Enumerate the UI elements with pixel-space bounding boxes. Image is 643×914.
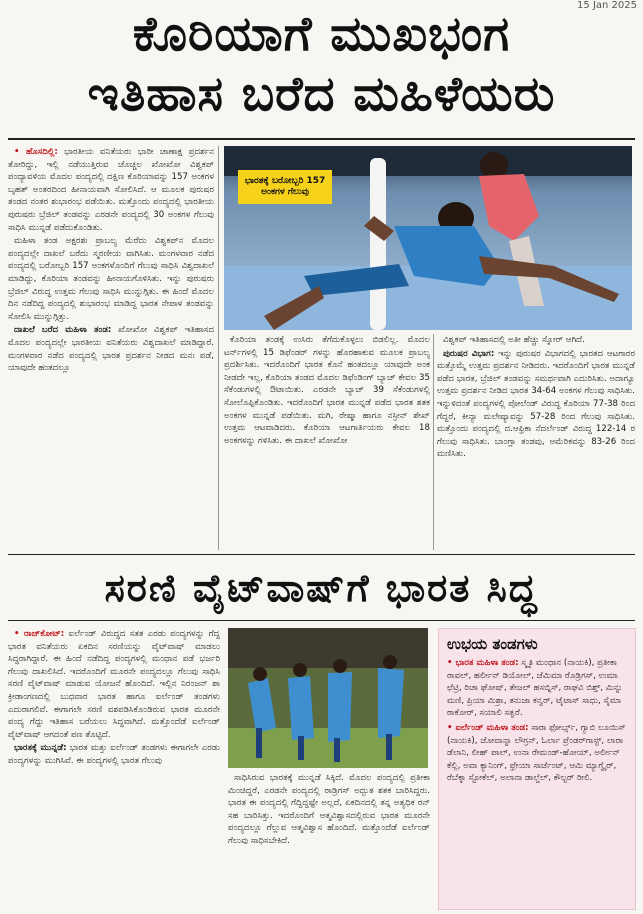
story2-col2-para1: ಸಾಧಿಸಿರುವ ಭಾರತಕ್ಕೆ ಮುನ್ನಡೆ ಸಿಕ್ಕಿದೆ. ಮೊದಲ ಪಂದ್ಯದಲ್ಲಿ ಪ್ರತೀಕಾ ಮಿಂಚಿದ್ದರೆ, ಎರಡನೇ ಪಂದ್ಯದಲ್ಲಿ ರಾಡ್ರಿಗಸ್ ಅದ್ಭುತ ಶತಕ ಬಾರಿಸಿದ್ದರು. ಭಾರತ ಈ ಪಂದ್ಯದಲ್ಲಿ ಗೆದ್ದಿದ್ದಷ್ಟೇ ಅಲ್ಲದೆ, ಏಕದಿನದಲ್ಲಿ ತನ್ನ ಅತ್ಯಧಿಕ ರನ್ ಸಹ ಬಾರಿಸಿತ್ತು. ಇದರೊಂದಿಗೆ ಆತ್ಮವಿಶ್ವಾಸದಲ್ಲಿರುವ ಭಾರತ ಮೂರನೇ ಪಂದ್ಯದಲ್ಲೂ ಗೆಲ್ಲುವ ಆತ್ಮವಿಶ್ವಾಸ ಹೊಂದಿದೆ. ಮತ್ತೊಂದೆಡೆ ಐರ್ಲೆಂಡ್ ಗೆಲುವು ಸಾಧಿಸಬೇಕಿದೆ. [228,773,430,846]
india-squad-label: • ಭಾರತ ಮಹಿಳಾ ತಂಡ: [447,658,519,668]
story2-column-1 [8,628,220,910]
story1-col1-para2: ಮಹಿಳಾ ತಂಡ ಅಕ್ಷರಶಃ ಪ್ರಾಬಲ್ಯ ಮೆರೆದು ವಿಶ್ವಕಪ್‌ನ ಮೊದಲ ಪಂದ್ಯದಲ್ಲೇ ದಾಖಲೆ ಬರೆದು ಸ್ಮರಣೀಯ ವಾಗಿಸಿತು. ಮಂಗಳವಾರ ನಡೆದ ಪಂದ್ಯದಲ್ಲಿ ಬರೋಬ್ಬರಿ 157 ಅಂಕಗಳೊಂದಿಗೆ ಗೆಲುವು ಸಾಧಿಸಿ ವಿಶ್ವದಾಖಲೆ ಮಾಡಿದ್ದು, ಕೊರಿಯಾ ತಂಡವನ್ನು ಹೀನಾಯಗೊಳಿಸಿತು. ಇನ್ನು ಪುರುಷರು ಬ್ರೆಜಿಲ್ ವಿರುದ್ಧ ಉತ್ತಮ ಗೆಲುವು ಸಾಧಿಸಿ ಮುನ್ನುಗ್ಗಿತು. ಈ ಹಿಂದೆ ಮೊದಲ ದಿನ ನಡೆದಿದ್ದ ಪಂದ್ಯದಲ್ಲಿ ಶುಭಾರಂಭ ಮಾಡಿದ್ದ ಭಾರತ ನೇಪಾಳ ತಂಡವನ್ನು ಸೋಲಿಸಿ ಮುನ್ನುಗ್ಗಿತ್ತು. [8,236,214,322]
second-headline: ಸರಣಿ ವೈಟ್‌ವಾಷ್‌ಗೆ ಭಾರತ ಸಿದ್ಧ [104,566,539,610]
column-divider [218,146,219,550]
headline-line-1: ಕೊರಿಯಾಗೆ ಮುಖಭಂಗ [132,6,511,62]
india-squad-list: ಸ್ಮೃತಿ ಮಂಧಾನ (ನಾಯಕಿ), ಪ್ರತೀಕಾ ರಾವಲ್, ಹರ್ಲೀನ್ ಡಿಯೋಲ್, ಜೆಮಿಮಾ ರೊಡ್ರಿಗಸ್, ಉಮಾ ಛೆಟ್ರಿ, ರಿಚಾ ಘೋಷ್, ತೇಜಲ್ ಹಸಬ್ನಿಸ್, ರಾಘವಿ ಬಿಶ್ತ್, ಮಿನ್ನು ಮಣಿ, ಪ್ರಿಯಾ ಮಿಶ್ರಾ, ತನುಜಾ ಕನ್ವರ್, ಟೈಟಾಸ್ ಸಾಧು, ಸೈಮಾ ಠಾಕೋರ್, ಸಯಾಲಿ ಸತ್ಘರೆ. [447,658,623,719]
headline-line-2: ಇತಿಹಾಸ ಬರೆದ ಮಹಿಳೆಯರು [87,66,556,122]
dateline-2: • ರಾಜ್‌ಕೋಟ್: [14,629,65,639]
story1-col3-para2: ಇನ್ನು ಪುರುಷರ ವಿಭಾಗದಲ್ಲಿ ಭಾರತದ ಆಟಗಾರರ ಮತ್ತೊಮ್ಮೆ ಉತ್ತಮ ಪ್ರದರ್ಶನ ನೀಡಿದರು. ಇದರೊಂದಿಗೆ ಭಾರತ ಮುನ್ನಡೆ ಪಡೆದ ಭಾರತ, ಬ್ರೆಜಿಲ್ ತಂಡವನ್ನು ಸಮರ್ಥವಾಗಿ ಎದುರಿಸಿತು. ಅದಾಗ್ಯೂ ಉತ್ತಮ ಪ್ರದರ್ಶನ ನೀಡಿದ ಭಾರತ 34-64 ಅಂಕಗಳ ಗೆಲುವು ಸಾಧಿಸಿತು. ಇನ್ನುಳಿದಂತೆ ಪಂದ್ಯಗಳಲ್ಲಿ ಪೋಲೆಂಡ್ ವಿರುದ್ಧ ಕೊರಿಯಾ 77-38 ರಿಂದ ಗೆದ್ದರೆ, ಕೀನ್ಯಾ ಮಲೇಷ್ಯಾವನ್ನು 57-28 ರಿಂದ ಗೆಲುವು ಸಾಧಿಸಿತು. ಮತ್ತೊಂದು ಪಂದ್ಯದಲ್ಲಿ ದ.ಆಫ್ರಿಕಾ ನೆದರ್ಲೆಂಡ್ ವಿರುದ್ಧ 122-14 ರ ಗೆಲುವು ಸಾಧಿಸಿತು. ಬಾಂಗ್ಲಾ ತಂಡವು, ಅಮೆರಿಕವನ್ನು 83-26 ರಿಂದ ಮಣಿಸಿತು. [437,348,635,460]
main-headline [8,4,635,124]
ireland-squad-label: • ಐರ್ಲೆಂಡ್ ಮಹಿಳಾ ತಂಡ: [447,722,529,733]
story1-col3-para1: ವಿಶ್ವಕಪ್ ಇತಿಹಾಸದಲ್ಲಿ ಅತೀ ಹೆಚ್ಚು ಸ್ಕೋರ್ ಆಗಿದೆ. [443,335,585,345]
story1-column-3 [437,334,635,550]
cricket-photo-illustration [228,628,428,768]
photo-caption: ಭಾರತಕ್ಕೆ ಬರೋಬ್ಬರಿ 157 ಅಂಕಗಳ ಗೆಲುವು [238,170,332,204]
story2-subhead: ಭಾರತಕ್ಕೆ ಮುನ್ನಡೆ: [14,743,67,754]
story2-col1-para1: ಐರ್ಲೆಂಡ್ ವಿರುದ್ಧದ ಸತತ ಎರಡು ಪಂದ್ಯಗಳನ್ನು ಗೆದ್ದ ಭಾರತ ವನಿತೆಯರು ಏಕದಿನ ಸರಣಿಯನ್ನು ವೈಟ್‌ವಾಷ್ ಮಾಡಲು ಸಿದ್ಧರಾಗಿದ್ದಾರೆ. ಈ ಹಿಂದೆ ನಡೆದಿದ್ದ ಪಂದ್ಯಗಳಲ್ಲಿ ಮಂಧಾನ ಪಡೆ ಭರ್ಜರಿ ಗೆಲುವು ದಾಖಲಿಸಿದೆ. ಇದರೊಂದಿಗೆ ಮೂರನೇ ಪಂದ್ಯದಲ್ಲೂ ಗೆಲುವು ಸಾಧಿಸಿ ಸರಣಿ ವೈಟ್‌ವಾಷ್ ಮಾಡುವ ಯೋಜನೆ ಹೊಂದಿದೆ. ಇಲ್ಲಿನ ನಿರಂಜನ್ ಶಾ ಕ್ರೀಡಾಂಗಣದಲ್ಲಿ ಬುಧವಾರ ಭಾರತ ಹಾಗೂ ಐರ್ಲೆಂಡ್ ತಂಡಗಳು ಎದುರಾಗಲಿವೆ. ಈಗಾಗಲೇ ಸರಣಿ ವಶಪಡಿಸಿಕೊಂಡಿರುವ ಭಾರತ ಮೂರನೇ ಪಂದ್ಯ ಗೆದ್ದು ಇತಿಹಾಸ ಬರೆಯಲು ಸಿದ್ಧವಾಗಿದೆ. ಮತ್ತೊಂದೆಡೆ ಐರ್ಲೆಂಡ್ ವೈಟ್‌ವಾಷ್ ಆಗದಂತೆ ಪಣ ತೊಟ್ಟಿದೆ. [8,629,220,740]
story1-col2-para1: ಕೊರಿಯಾ ತಂಡಕ್ಕೆ ಉಸಿರು ತೆಗೆದುಕೊಳ್ಳಲು ಬಿಡಲಿಲ್ಲ. ಮೊದಲ ಟರ್ನ್‌ಗಳಲ್ಲಿ 15 ಡಿಫೆಂಡರ್ ಗಳನ್ನು ಹೊರಹಾಕುವ ಮೂಲಕ ಪ್ರಾಬಲ್ಯ ಪ್ರದರ್ಶಿಸಿತು. ಇದರೊಂದಿಗೆ ಭಾರತ ಕೊನೆ ಹಂತದಲ್ಲೂ ಯಾವುದೇ ಅಂಕ ನೀಡದೇ ಇಲ್ಲ, ಕೊರಿಯಾ ತಂಡದ ಮೊದಲ ಡಿಫೆಂಡಿಂಗ್ ಬ್ಯಾಚ್ ಕೇವಲ 35 ಸೆಕೆಂಡುಗಳಲ್ಲಿ ಔಟಾಯಿತು. ಎರಡನೇ ಬ್ಯಾಚ್ 39 ಸೆಕೆಂಡುಗಳಲ್ಲಿ ಸೋಲೊಪ್ಪಿಕೊಂಡಿತು. ಇದರೊಂದಿಗೆ ಭಾರತ ಮುನ್ನಡೆ ಪಡೆದ ಭಾರತ ಶತಕ ಅಂಕಗಳ ಮುನ್ನಡೆ ಪಡೆಯಿತು. ಮಗಿ, ರೇಷ್ಮಾ ಹಾಗೂ ನಸ್ರೀನ್ ಶೇಖ್ ಉತ್ತಮ ಆಟವಾಡಿದರು. ಕೊರಿಯಾ ಆಟಗಾರ್ತಿಯರು ಕೇವಲ 18 ಅಂಕಗಳನ್ನು ಗಳಿಸಿತು. ಈ ದಾಖಲೆ ಖೋಖೋ [224,335,430,446]
story1-col1-para3: ಖೋಖೋ ವಿಶ್ವಕಪ್ ಇತಿಹಾಸದ ಮೊದಲ ಪಂದ್ಯದಲ್ಲೇ ಭಾರತೀಯ ವನಿತೆಯರು ವಿಶ್ವದಾಖಲೆ ಮಾಡಿದ್ದಾರೆ. ಮಂಗಳವಾರ ನಡೆದ ಪಂದ್ಯದಲ್ಲಿ ಭಾರತ ಪ್ರದರ್ಶನ ನೀಡದ ಮನಃ ಪಡೆ, ಯಾವುದೇ ಹಂತದಲ್ಲೂ [8,325,214,374]
dateline: • ಹೊಸದಿಲ್ಲಿ: [14,147,58,157]
issue-date: 15 Jan 2025 [577,0,637,11]
section-rule [8,554,635,555]
story1-subhead-record: ದಾಖಲೆ ಬರೆದ ಮಹಿಳಾ ತಂಡ: [14,325,112,336]
story2-col1-para2: ಭಾರತ ಮತ್ತು ಐರ್ಲೆಂಡ್ ತಂಡಗಳು ಈಗಾಗಲೇ ಎರಡು ಪಂದ್ಯಗಳನ್ನು ಮುಗಿಸಿವೆ. ಈ ಪಂದ್ಯಗಳಲ್ಲಿ ಭಾರತ ಗೆಲುವು [8,743,220,766]
column-divider [433,334,434,550]
squads-title: ಉಭಯ ತಂಡಗಳು [447,635,538,653]
squads-box [438,628,636,910]
headline-rule [8,138,635,140]
story1-subhead-men: ಪುರುಷರ ವಿಭಾಗ: [443,348,495,359]
headline2-rule [8,620,635,621]
story1-column-1 [8,146,214,550]
story1-column-2 [224,334,430,550]
story2-column-2 [228,772,430,910]
story1-col1-para1: ಭಾರತೀಯ ವನಿತೆಯರು ಭಾರೀ ಚಾಣಾಕ್ಷ ಪ್ರದರ್ಶನ ತೋರಿದ್ದು, ಇಲ್ಲಿ ನಡೆಯುತ್ತಿರುವ ಚೊಚ್ಚಲ ಖೋಖೋ ವಿಶ್ವಕಪ್ ಪಂದ್ಯಾವಳಿಯ ಮೊದಲ ಪಂದ್ಯದಲ್ಲಿ ದಕ್ಷಿಣ ಕೊರಿಯಾವನ್ನು 157 ಅಂಕಗಳ ಬೃಹತ್ ಅಂತರದಿಂದ ಹೀನಾಯವಾಗಿ ಸೋಲಿಸಿದೆ. ಆ ಮೂಲಕ ಪುರುಷರ ತಂಡದ ನಂತರ ಶುಭಾರಂಭ ಪಡೆಯಿತು. ಮತ್ತೊಂದು ಪಂದ್ಯದಲ್ಲಿ ಭಾರತೀಯ ಪುರುಷರು ಬ್ರೆಜಿಲ್ ತಂಡವನ್ನು ಎರಡನೇ ಪಂದ್ಯದಲ್ಲಿ 30 ಅಂಕಗಳ ಗೆಲುವು ಸಾಧಿಸಿ ಮುನ್ನಡೆ ಪಡೆದುಕೊಂಡಿತು. [8,147,214,233]
cricket-photo [228,628,428,768]
ireland-squad-list: ಸಾರಾ ಫೋರ್ಬ್ಸ್, ಗ್ಯಾಬಿ ಲೂಯಿಸ್ (ನಾಯಕಿ), ಜೋವಾನ್ನಾ ಲೌಗ್ರನ್, ಓರ್ಲಾ ಪ್ರೆಂಡರ್‌ಗಾಸ್ಟ್, ಲಾರಾ ಡೆಲಾನಿ, ಲೀಹ್ ಪಾಲ್, ಉನಾ ರೇಮಂಡ್-ಹೋಯ್, ಅರ್ಲೀನ್ ಕೆಲ್ಲಿ, ಅವಾ ಕ್ಯಾನಿಂಗ್, ಫ್ರೇಯಾ ಸಾರ್ಜೆಂಟ್, ಆಮಿ ಮ್ಯಾಗ್ವೈರ್, ರೆಬೆಕ್ಕಾ ಸ್ಟೋಕೆಲ್, ಅಲಾನಾ ಡಾಲ್ಜೆಲ್, ಕೌಲ್ಟರ್ ರೀಲಿ. [447,722,626,784]
